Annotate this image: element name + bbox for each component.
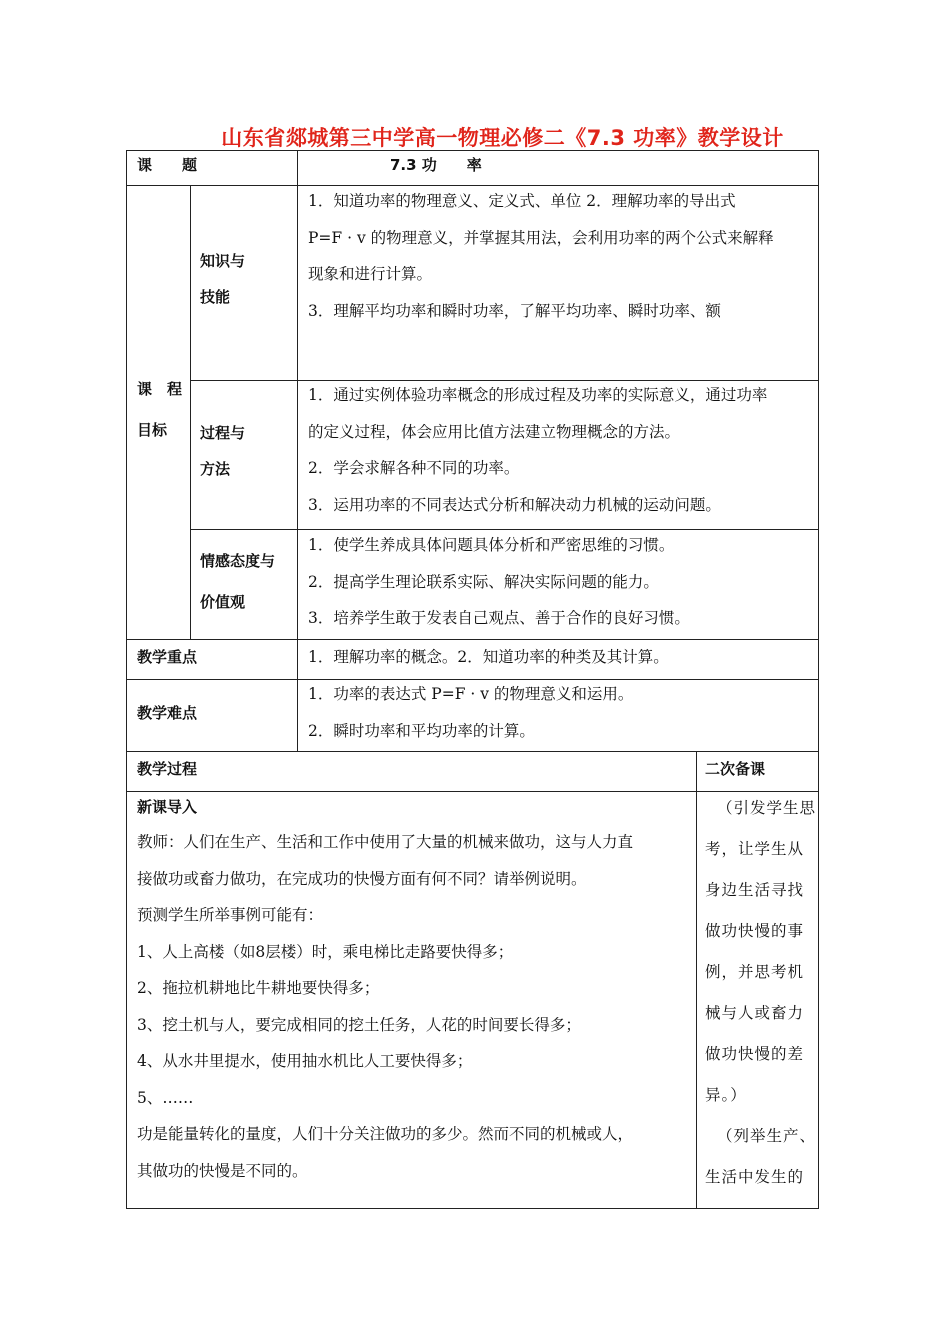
col-divider-notes — [696, 751, 697, 1208]
side-note-line: （引发学生思 — [717, 799, 817, 817]
process-line: 的定义过程，体会应用比值方法建立物理概念的方法。 — [308, 422, 681, 441]
col-divider-keypoints — [297, 639, 298, 751]
knowledge-label-line2: 技能 — [200, 288, 231, 306]
knowledge-content — [308, 183, 774, 329]
col-divider-goals-content — [297, 185, 298, 639]
intro-content — [137, 824, 633, 1189]
knowledge-line: 1．知道功率的物理意义、定义式、单位 2．理解功率的导出式 — [308, 192, 736, 210]
process-line: 3．运用功率的不同表达式分析和解决动力机械的运动问题。 — [308, 495, 721, 514]
emotion-line: 3．培养学生敢于发表自己观点、善于合作的良好习惯。 — [308, 609, 690, 627]
side-note-line: 做功快慢的差 — [705, 1045, 805, 1063]
intro-line: 预测学生所举事例可能有： — [137, 906, 324, 924]
intro-line: 5、…… — [137, 1088, 194, 1107]
keypoints-value: 1．理解功率的概念。2．知道功率的种类及其计算。 — [308, 648, 669, 666]
side-note-line: 考，让学生从 — [705, 840, 805, 858]
row-divider-difficulties — [126, 751, 819, 752]
knowledge-line: P=F · v 的物理意义，并掌握其用法，会利用功率的两个公式来解释 — [308, 228, 774, 247]
intro-line: 其做功的快慢是不同的。 — [137, 1161, 308, 1180]
intro-line: 3、挖土机与人，要完成相同的挖土任务，人花的时间要长得多； — [137, 1015, 581, 1034]
emotion-content — [308, 527, 690, 637]
topic-value: 7.3 功 率 — [390, 156, 482, 174]
table-border-top — [126, 150, 819, 151]
difficulties-line: 1．功率的表达式 P=F · v 的物理意义和运用。 — [308, 685, 634, 703]
keypoints-label: 教学重点 — [137, 648, 198, 666]
document-title: 山东省郯城第三中学高一物理必修二《7.3 功率》教学设计 — [221, 126, 784, 150]
table-border-left — [126, 150, 127, 1208]
row-divider-goals — [126, 639, 819, 640]
goals-label-line1: 课 程 — [137, 380, 183, 398]
side-note-line: 身边生活寻找 — [705, 881, 805, 899]
knowledge-line: 现象和进行计算。 — [308, 265, 433, 283]
process-line: 2．学会求解各种不同的功率。 — [308, 459, 520, 477]
process-label-line2: 方法 — [200, 460, 231, 478]
process-header-right: 二次备课 — [705, 760, 766, 778]
side-note-line: （列举生产、 — [717, 1127, 817, 1145]
topic-label: 课 题 — [137, 156, 198, 174]
emotion-line: 2．提高学生理论联系实际、解决实际问题的能力。 — [308, 572, 659, 591]
side-note-line: 例，并思考机 — [705, 963, 805, 981]
emotion-line: 1．使学生养成具体问题具体分析和严密思维的习惯。 — [308, 536, 675, 554]
side-note-line: 生活中发生的 — [705, 1168, 805, 1186]
goals-label-line2: 目标 — [137, 421, 168, 439]
difficulties-content — [308, 676, 633, 749]
knowledge-label-line1: 知识与 — [200, 252, 246, 270]
difficulties-label: 教学难点 — [137, 704, 198, 722]
intro-line: 2、拖拉机耕地比牛耕地要快得多； — [137, 979, 380, 997]
side-note-line: 做功快慢的事 — [705, 922, 805, 940]
process-label-line1: 过程与 — [200, 424, 246, 442]
intro-heading: 新课导入 — [137, 798, 198, 816]
intro-line: 接做功或畜力做功，在完成功的快慢方面有何不同？请举例说明。 — [137, 869, 587, 888]
side-notes — [705, 788, 816, 1198]
process-line: 1．通过实例体验功率概念的形成过程及功率的实际意义，通过功率 — [308, 386, 768, 404]
side-note-line: 械与人或畜力 — [705, 1004, 805, 1022]
intro-line: 4、从水井里提水，使用抽水机比人工要快得多； — [137, 1052, 473, 1070]
table-border-right — [818, 150, 819, 1208]
intro-line: 功是能量转化的量度，人们十分关注做功的多少。然而不同的机械或人， — [137, 1125, 634, 1143]
table-border-bottom — [126, 1208, 819, 1209]
intro-line: 1、人上高楼（如8层楼）时，乘电梯比走路要快得多； — [137, 942, 514, 961]
process-header-left: 教学过程 — [137, 760, 198, 778]
difficulties-line: 2．瞬时功率和平均功率的计算。 — [308, 721, 535, 740]
intro-line: 教师：人们在生产、生活和工作中使用了大量的机械来做功，这与人力直 — [137, 833, 634, 851]
col-divider-goals-sub — [190, 185, 191, 639]
emotion-label-line2: 价值观 — [200, 593, 246, 611]
emotion-label-line1: 情感态度与 — [200, 552, 276, 570]
side-note-line: 异。） — [705, 1086, 747, 1104]
knowledge-line: 3．理解平均功率和瞬时功率，了解平均功率、瞬时功率、额 — [308, 301, 721, 320]
process-content — [308, 377, 767, 523]
col-divider-topic — [297, 150, 298, 185]
